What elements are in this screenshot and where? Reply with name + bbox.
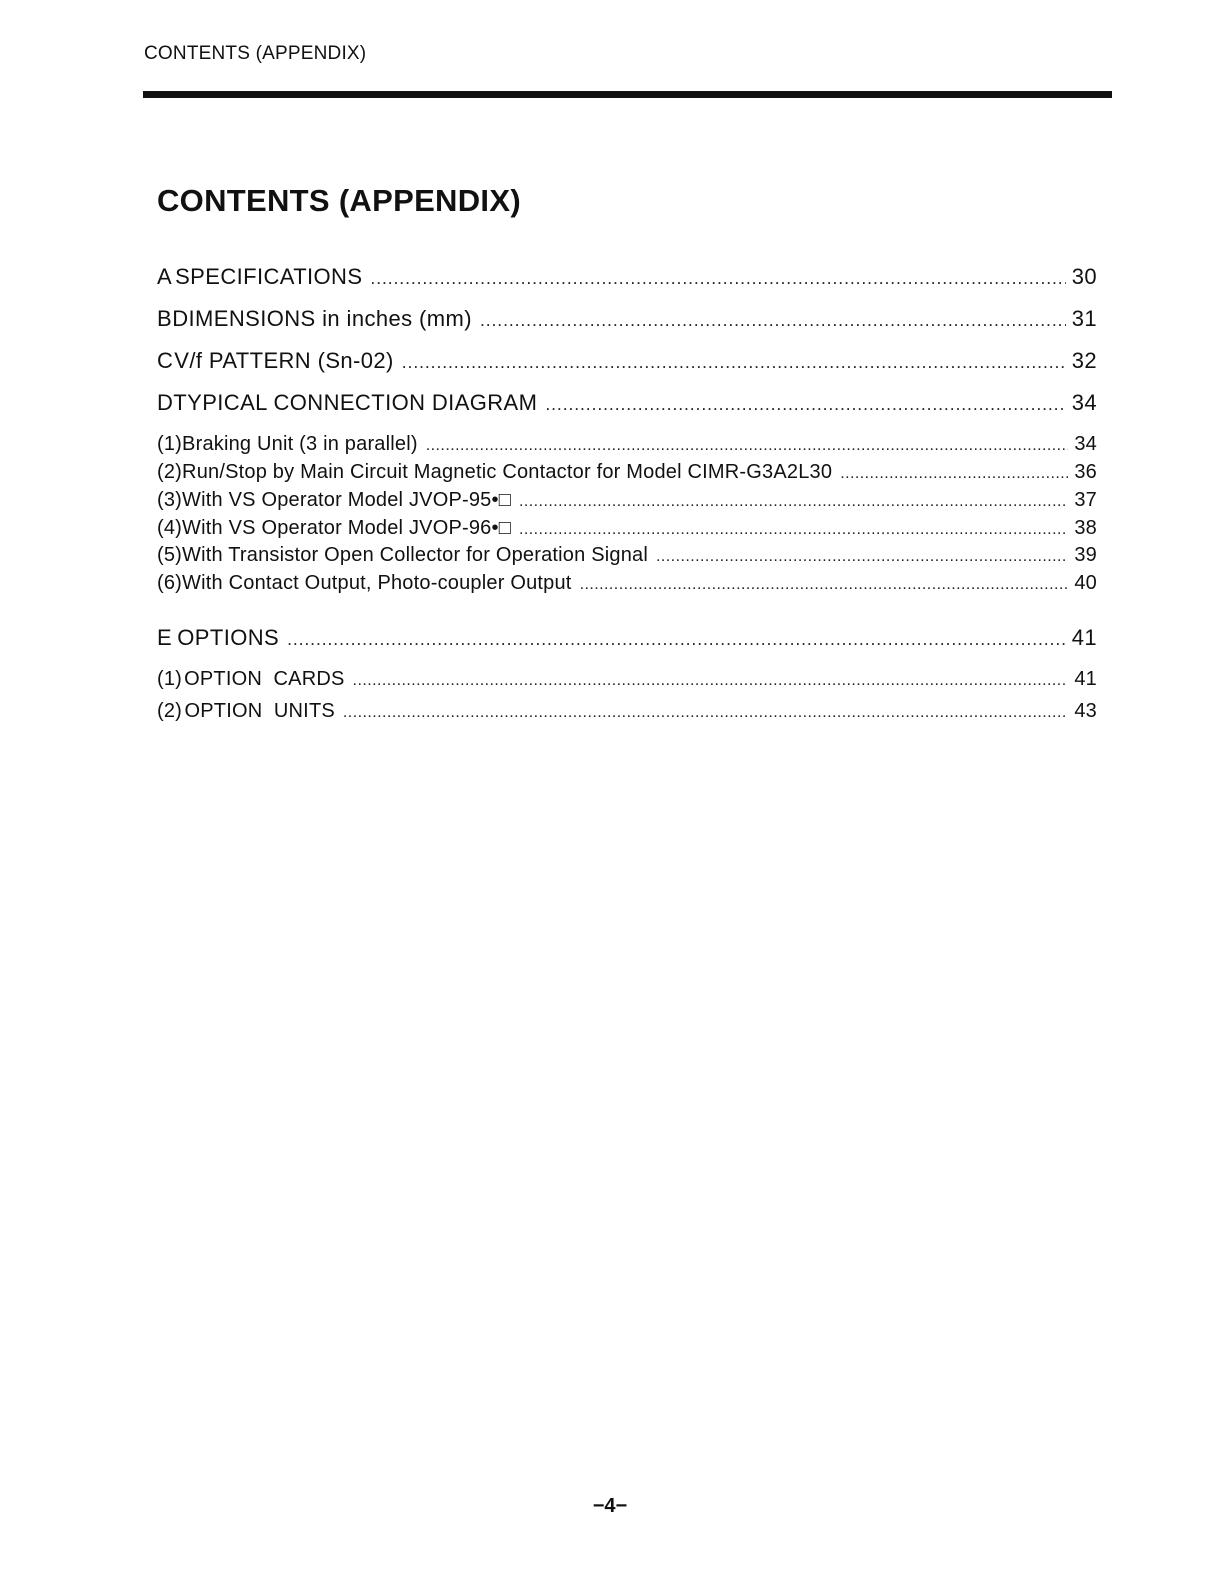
toc-subentry-d2[interactable] <box>157 461 1097 484</box>
toc-entry-page: 34 <box>1074 433 1097 455</box>
toc-entry-label: Braking Unit (3 in parallel) <box>182 433 418 455</box>
toc-entry-label: DIMENSIONS in inches (mm) <box>172 306 472 331</box>
toc-entry-number: (3) <box>157 489 183 511</box>
toc-entry-label: OPTION CARDS <box>184 668 345 690</box>
toc-entry-page: 31 <box>1071 306 1097 331</box>
toc-entry-page: 36 <box>1074 461 1097 483</box>
toc-entry-label: With Transistor Open Collector for Operation Signal <box>182 544 648 566</box>
toc-entry-page: 32 <box>1071 348 1097 373</box>
dot-leader <box>370 268 1065 289</box>
dot-leader <box>519 493 1068 511</box>
toc-subentry-e2[interactable] <box>157 700 1097 723</box>
dot-leader <box>353 672 1069 690</box>
toc-entry-d[interactable] <box>157 390 1097 416</box>
toc-entry-label: TYPICAL CONNECTION DIAGRAM <box>173 390 538 415</box>
dot-leader <box>402 352 1066 373</box>
toc-entry-page: 41 <box>1071 625 1097 650</box>
toc-entry-number: C <box>157 348 174 373</box>
dot-leader <box>426 437 1069 455</box>
dot-leader <box>480 310 1066 331</box>
toc-entry-e[interactable] <box>157 625 1097 651</box>
toc-entry-a[interactable] <box>157 264 1097 290</box>
toc-subentry-d3[interactable] <box>157 489 1097 512</box>
toc-entry-page: 34 <box>1071 390 1097 415</box>
dot-leader <box>519 521 1068 539</box>
toc-entry-number: (2) <box>157 461 183 483</box>
toc-entry-label: SPECIFICATIONS <box>175 264 363 289</box>
toc-subentry-d1[interactable] <box>157 433 1097 456</box>
toc-entry-page: 41 <box>1074 668 1097 690</box>
toc-entry-page: 43 <box>1074 700 1097 722</box>
toc-entry-label: V/f PATTERN (Sn-02) <box>174 348 394 373</box>
toc-entry-number: (5) <box>157 544 183 566</box>
toc-entry-number: E <box>157 625 173 650</box>
toc-entry-number: (1) <box>157 433 183 455</box>
toc-entry-page: 40 <box>1074 572 1097 594</box>
toc-entry-label: With VS Operator Model JVOP-95•□ <box>182 489 511 511</box>
toc-entry-label: With VS Operator Model JVOP-96•□ <box>182 517 511 539</box>
dot-leader <box>287 629 1066 650</box>
toc-subentry-d6[interactable] <box>157 572 1097 595</box>
toc-entry-page: 37 <box>1074 489 1097 511</box>
running-header: CONTENTS (APPENDIX) <box>144 43 367 64</box>
dot-leader <box>656 548 1068 566</box>
toc-entry-page: 38 <box>1074 517 1097 539</box>
header-rule <box>143 91 1112 98</box>
toc-entry-number: (1) <box>157 668 183 690</box>
dot-leader <box>545 394 1065 415</box>
toc-entry-label: OPTIONS <box>177 625 280 650</box>
toc-subentry-e1[interactable] <box>157 668 1097 691</box>
toc-entry-number: B <box>157 306 173 331</box>
dot-leader <box>580 576 1069 594</box>
toc-entry-number: (2) <box>157 700 183 722</box>
toc-entry-page: 39 <box>1074 544 1097 566</box>
toc-entry-label: OPTION UNITS <box>184 700 335 722</box>
toc-subentry-d5[interactable] <box>157 544 1097 567</box>
toc-entry-c[interactable] <box>157 348 1097 374</box>
toc-entry-number: A <box>157 264 173 289</box>
toc-entry-label: With Contact Output, Photo-coupler Output <box>182 572 572 594</box>
toc-entry-number: D <box>157 390 174 415</box>
toc-entry-number: (6) <box>157 572 183 594</box>
toc-entry-label: Run/Stop by Main Circuit Magnetic Contactor for Model CIMR-G3A2L30 <box>182 461 833 483</box>
page-title: CONTENTS (APPENDIX) <box>157 183 521 218</box>
dot-leader <box>343 704 1068 722</box>
toc-subentry-d4[interactable] <box>157 517 1097 540</box>
page-number: −4− <box>592 1495 628 1517</box>
toc-entry-number: (4) <box>157 517 183 539</box>
toc-entry-b[interactable] <box>157 306 1097 332</box>
dot-leader <box>840 465 1068 483</box>
toc-entry-page: 30 <box>1071 264 1097 289</box>
